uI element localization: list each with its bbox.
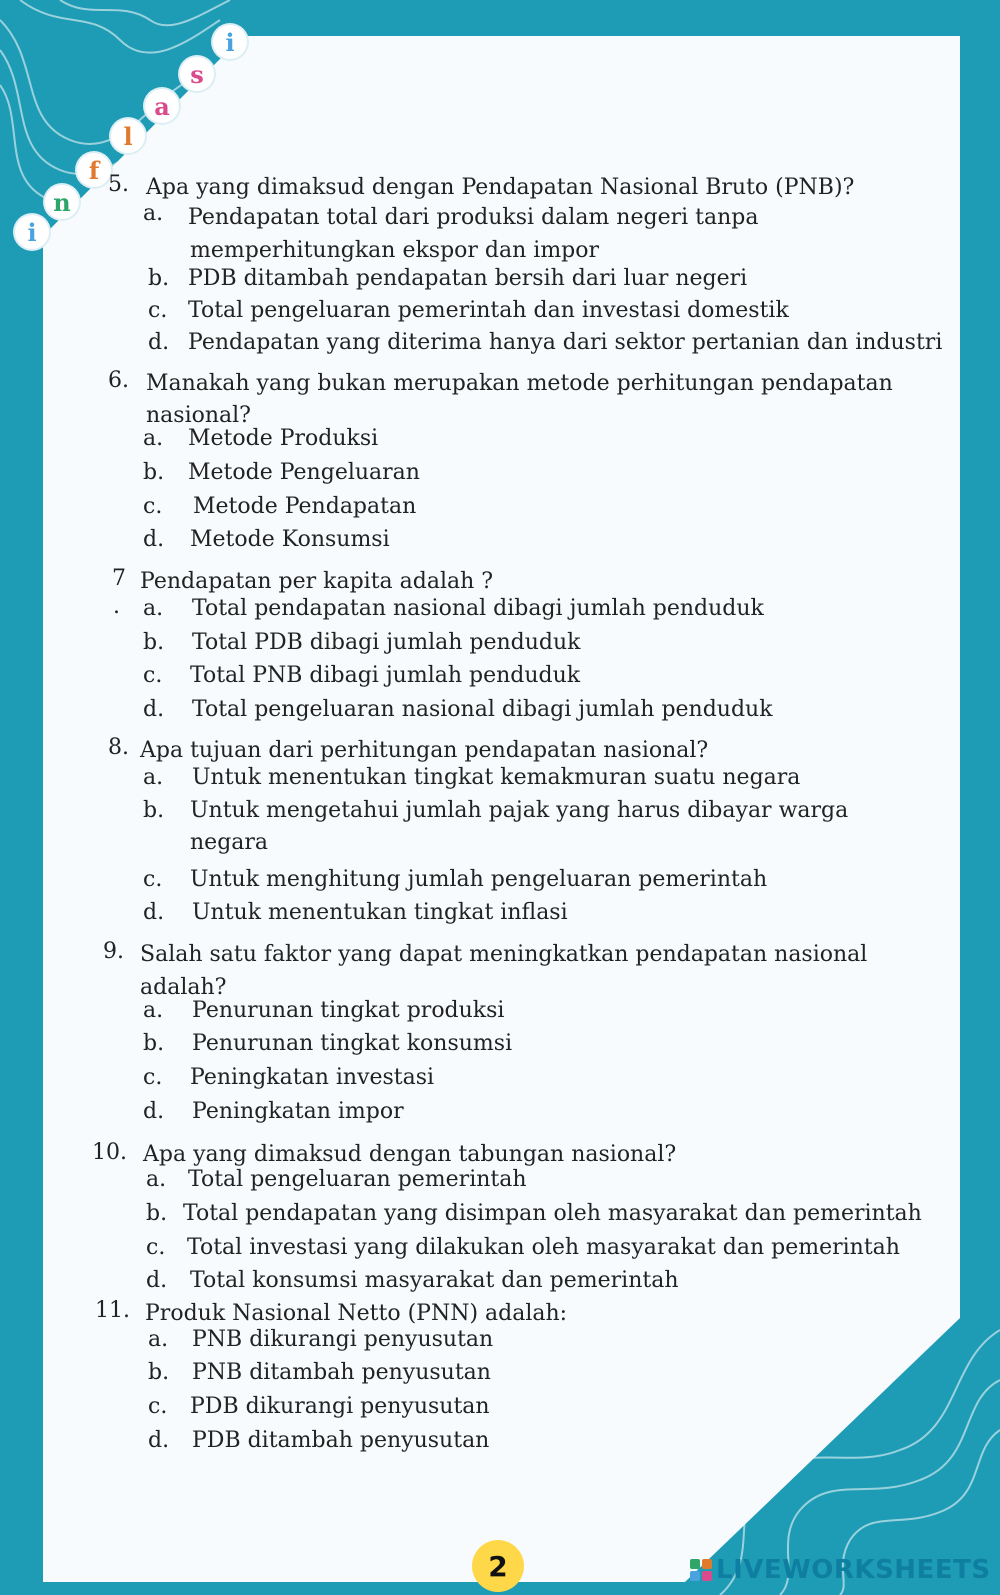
question-number: 10. [92, 1140, 127, 1165]
option-text[interactable]: Untuk mengetahui jumlah pajak yang harus dibayar warga [190, 798, 849, 823]
option-label: b. [143, 798, 165, 823]
title-bead-letter: n [45, 185, 79, 219]
title-bead-letter: l [111, 119, 145, 153]
title-bead-letter: i [213, 25, 247, 59]
option-label: a. [148, 1327, 169, 1352]
option-label: a. [143, 596, 164, 621]
question-text: Salah satu faktor yang dapat meningkatkan pendapatan nasional [140, 942, 868, 967]
title-bead-letter: a [145, 89, 179, 123]
brand-logo-icon [690, 1559, 712, 1581]
option-label: b. [146, 1201, 168, 1226]
question-number: 9. [103, 939, 124, 964]
option-label: c. [143, 1065, 163, 1090]
option-label: a. [143, 426, 164, 451]
option-label: c. [148, 298, 168, 323]
question-number: 6. [108, 368, 129, 393]
option-label: b. [143, 460, 165, 485]
option-label: d. [143, 900, 165, 925]
option-text[interactable]: Total investasi yang dilakukan oleh masyarakat dan pemerintah [187, 1235, 900, 1260]
option-text[interactable]: Penurunan tingkat konsumsi [192, 1031, 513, 1056]
option-label: d. [148, 1428, 170, 1453]
question-number: 11. [95, 1298, 130, 1323]
option-text[interactable]: Peningkatan impor [192, 1099, 404, 1124]
option-text[interactable]: Total PDB dibagi jumlah penduduk [192, 630, 581, 655]
question-number: 8. [108, 735, 129, 760]
option-text[interactable]: Total pengeluaran nasional dibagi jumlah penduduk [192, 697, 773, 722]
question-text: adalah? [140, 975, 227, 1000]
option-label: b. [148, 266, 170, 291]
brand-name: LIVEWORKSHEETS [716, 1555, 991, 1585]
option-text[interactable]: Total konsumsi masyarakat dan pemerintah [190, 1268, 679, 1293]
option-label: c. [143, 867, 163, 892]
page-number-badge: 2 [472, 1540, 524, 1592]
title-bead-letter: s [180, 57, 214, 91]
question-text: nasional? [146, 403, 251, 428]
option-label: d. [143, 697, 165, 722]
question-text: Produk Nasional Netto (PNN) adalah: [145, 1301, 568, 1326]
option-label: d. [143, 1099, 165, 1124]
option-label: d. [143, 527, 165, 552]
option-text[interactable]: Untuk menentukan tingkat inflasi [192, 900, 568, 925]
title-bead-letter: i [15, 215, 49, 249]
option-text[interactable]: Total pendapatan nasional dibagi jumlah penduduk [192, 596, 764, 621]
option-text[interactable]: Metode Produksi [188, 426, 379, 451]
option-text[interactable]: Metode Pengeluaran [188, 460, 420, 485]
question-text: Apa tujuan dari perhitungan pendapatan nasional? [140, 738, 709, 763]
option-label: d. [146, 1268, 168, 1293]
option-label: a. [146, 1167, 167, 1192]
option-text[interactable]: Total pengeluaran pemerintah dan investasi domestik [188, 298, 789, 323]
question-text: Pendapatan per kapita adalah ? [140, 569, 494, 594]
title-bead-letter: f [77, 153, 111, 187]
option-text[interactable]: Peningkatan investasi [190, 1065, 435, 1090]
option-label: a. [143, 765, 164, 790]
brand-logo[interactable] [690, 1553, 991, 1587]
option-text[interactable]: PDB ditambah pendapatan bersih dari luar negeri [188, 266, 748, 291]
option-text[interactable]: Untuk menghitung jumlah pengeluaran pemerintah [190, 867, 768, 892]
option-label: d. [148, 330, 170, 355]
question-number: 5. [108, 172, 129, 197]
option-label: b. [143, 1031, 165, 1056]
option-label: c. [143, 494, 163, 519]
option-label: c. [148, 1394, 168, 1419]
option-text[interactable]: Pendapatan yang diterima hanya dari sektor pertanian dan industri [188, 330, 943, 355]
question-text: Manakah yang bukan merupakan metode perhitungan pendapatan [146, 371, 893, 396]
option-text[interactable]: negara [190, 830, 269, 855]
option-text[interactable]: Metode Pendapatan [193, 494, 417, 519]
option-text[interactable]: Untuk menentukan tingkat kemakmuran suatu negara [192, 765, 801, 790]
option-text[interactable]: PNB ditambah penyusutan [192, 1360, 491, 1385]
option-text[interactable]: Total pengeluaran pemerintah [188, 1167, 527, 1192]
option-label: c. [146, 1235, 166, 1260]
option-label: b. [143, 630, 165, 655]
option-label: a. [143, 998, 164, 1023]
option-label: a. [143, 201, 164, 226]
question-number: 7 [112, 566, 126, 591]
option-label: b. [148, 1360, 170, 1385]
option-label: c. [143, 663, 163, 688]
option-text[interactable]: memperhitungkan ekspor dan impor [190, 238, 600, 263]
question-text: Apa yang dimaksud dengan tabungan nasional? [143, 1142, 677, 1167]
question-text: Apa yang dimaksud dengan Pendapatan Nasional Bruto (PNB)? [146, 175, 855, 200]
option-text[interactable]: Metode Konsumsi [190, 527, 390, 552]
option-text[interactable]: Penurunan tingkat produksi [192, 998, 505, 1023]
option-text[interactable]: PNB dikurangi penyusutan [192, 1327, 494, 1352]
option-text[interactable]: Total pendapatan yang disimpan oleh masyarakat dan pemerintah [183, 1201, 922, 1226]
option-text[interactable]: PDB ditambah penyusutan [192, 1428, 490, 1453]
option-text[interactable]: Pendapatan total dari produksi dalam negeri tanpa [188, 205, 759, 230]
option-text[interactable]: Total PNB dibagi jumlah penduduk [190, 663, 581, 688]
question-number-dot: . [113, 594, 120, 619]
option-text[interactable]: PDB dikurangi penyusutan [190, 1394, 490, 1419]
